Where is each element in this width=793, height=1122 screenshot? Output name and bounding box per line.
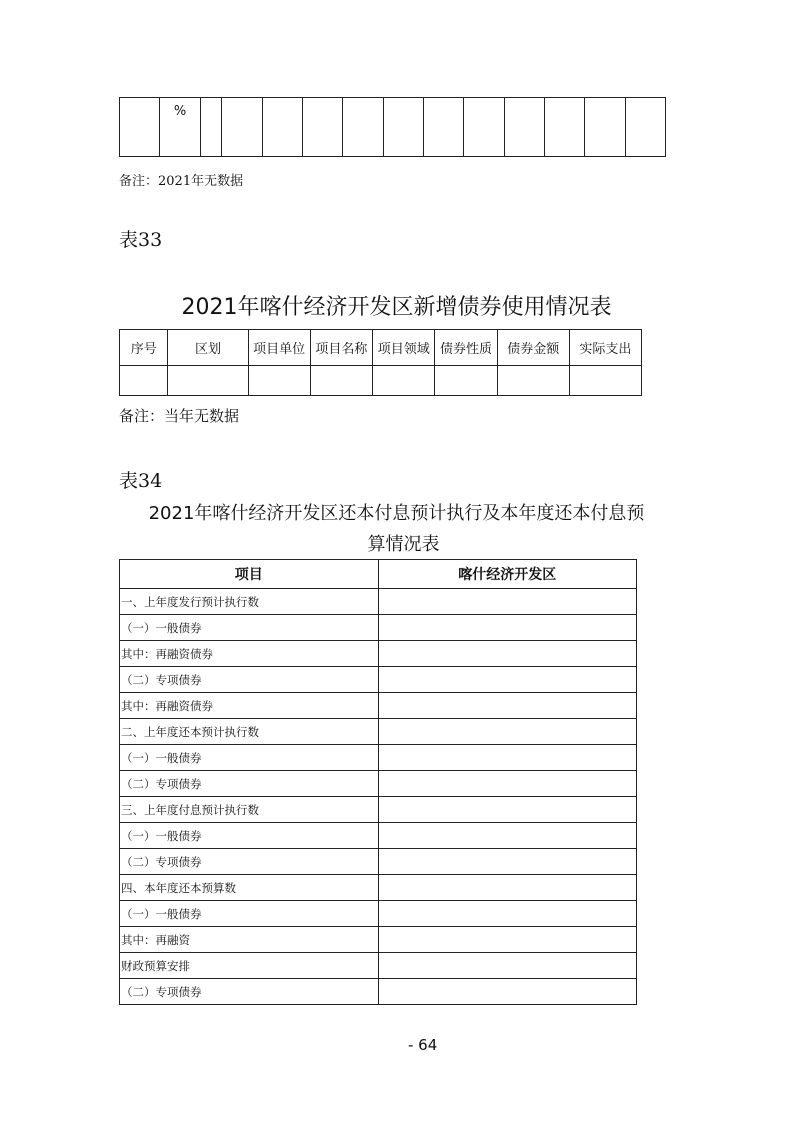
table-cell — [544, 98, 584, 157]
table-cell — [464, 98, 504, 157]
table33-note: 备注：当年无数据 — [119, 407, 240, 425]
table-row — [120, 849, 637, 875]
column-header: 序号 — [120, 330, 168, 366]
value-cell — [378, 927, 636, 953]
table-row — [120, 979, 637, 1005]
table-row — [120, 615, 637, 641]
table-cell — [120, 98, 160, 157]
table34-body — [120, 589, 637, 1005]
table-header-row — [120, 560, 637, 589]
table-row — [120, 693, 637, 719]
row-label-cell: （一）一般债券 — [120, 745, 379, 771]
table-row — [120, 98, 666, 157]
table-cell — [222, 98, 262, 157]
row-label-cell: （二）专项债券 — [120, 979, 379, 1005]
value-cell — [378, 797, 636, 823]
table-row — [120, 641, 637, 667]
row-label-cell: 三、上年度付息预计执行数 — [120, 797, 379, 823]
table-row — [120, 823, 637, 849]
table-row — [120, 745, 637, 771]
table-cell — [424, 98, 464, 157]
table-cell — [262, 98, 302, 157]
table-cell — [343, 98, 383, 157]
column-header: 项目名称 — [310, 330, 372, 366]
table-row — [120, 589, 637, 615]
row-label-cell: （二）专项债券 — [120, 667, 379, 693]
table-row — [120, 719, 637, 745]
table-cell — [585, 98, 625, 157]
row-label-cell: （一）一般债券 — [120, 823, 379, 849]
value-cell — [378, 745, 636, 771]
value-cell — [378, 953, 636, 979]
column-header: 项目 — [120, 560, 379, 589]
value-cell — [378, 823, 636, 849]
value-cell — [378, 875, 636, 901]
table33-label: 表33 — [119, 229, 163, 251]
table-cell — [200, 98, 222, 157]
row-label-cell: （二）专项债券 — [120, 771, 379, 797]
top-continuation-table — [119, 97, 666, 157]
table34-title-line2: 算情况表 — [367, 534, 440, 555]
table-cell — [373, 366, 435, 396]
column-header: 喀什经济开发区 — [378, 560, 636, 589]
row-label-cell: 其中：再融资 — [120, 927, 379, 953]
value-cell — [378, 615, 636, 641]
table-cell — [497, 366, 569, 396]
value-cell — [378, 719, 636, 745]
value-cell — [378, 771, 636, 797]
table-cell — [310, 366, 372, 396]
table34-title-line1: 2021年喀什经济开发区还本付息预计执行及本年度还本付息预 — [148, 503, 645, 524]
table-row — [120, 901, 637, 927]
column-header: 实际支出 — [569, 330, 641, 366]
table-cell — [303, 98, 343, 157]
table34-label: 表34 — [119, 470, 163, 492]
table-cell — [383, 98, 423, 157]
table34 — [119, 559, 637, 1005]
column-header: 区划 — [168, 330, 248, 366]
table33-title: 2021年喀什经济开发区新增债券使用情况表 — [181, 295, 612, 320]
row-label-cell: 其中：再融资债券 — [120, 693, 379, 719]
column-header: 债券金额 — [497, 330, 569, 366]
table-cell-percent: % — [160, 98, 201, 157]
table-row — [120, 366, 642, 396]
value-cell — [378, 693, 636, 719]
table-cell — [248, 366, 310, 396]
column-header: 债券性质 — [435, 330, 497, 366]
top-table-note: 备注：2021年无数据 — [119, 174, 244, 189]
row-label-cell: （一）一般债券 — [120, 615, 379, 641]
value-cell — [378, 641, 636, 667]
table-row — [120, 667, 637, 693]
value-cell — [378, 667, 636, 693]
row-label-cell: 其中：再融资债券 — [120, 641, 379, 667]
value-cell — [378, 901, 636, 927]
row-label-cell: （一）一般债券 — [120, 901, 379, 927]
page-number: - 64 — [408, 1036, 438, 1054]
table-header-row — [120, 330, 642, 366]
table-row — [120, 953, 637, 979]
row-label-cell: 二、上年度还本预计执行数 — [120, 719, 379, 745]
table-row — [120, 797, 637, 823]
table-row — [120, 927, 637, 953]
row-label-cell: 财政预算安排 — [120, 953, 379, 979]
row-label-cell: 四、本年度还本预算数 — [120, 875, 379, 901]
table33 — [119, 329, 642, 396]
table-cell — [625, 98, 665, 157]
column-header: 项目单位 — [248, 330, 310, 366]
table-row — [120, 771, 637, 797]
table-cell — [569, 366, 641, 396]
column-header: 项目领域 — [373, 330, 435, 366]
table-cell — [435, 366, 497, 396]
table-row — [120, 875, 637, 901]
value-cell — [378, 589, 636, 615]
table-cell — [168, 366, 248, 396]
table-cell — [504, 98, 544, 157]
row-label-cell: （二）专项债券 — [120, 849, 379, 875]
value-cell — [378, 849, 636, 875]
row-label-cell: 一、上年度发行预计执行数 — [120, 589, 379, 615]
value-cell — [378, 979, 636, 1005]
table-cell — [120, 366, 168, 396]
